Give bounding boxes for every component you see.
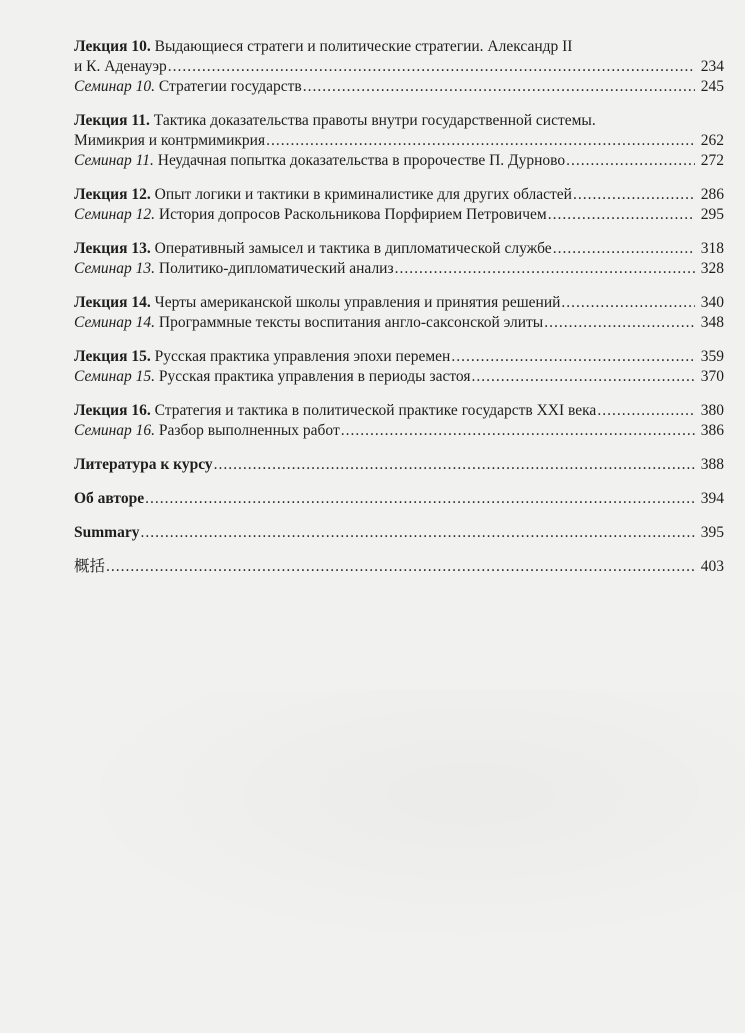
toc-entry-lecture-10 bbox=[74, 37, 724, 77]
seminar-number: Семинар 11. bbox=[74, 152, 154, 169]
dot-leader bbox=[106, 557, 695, 577]
toc-entry-lecture-14 bbox=[74, 293, 724, 313]
seminar-title: Стратегии государств bbox=[158, 78, 302, 95]
lecture-title-cont: Мимикрия и контрмимикрия bbox=[74, 132, 266, 149]
toc-entry-summary bbox=[74, 523, 724, 543]
toc-entry-lecture-12 bbox=[74, 185, 724, 205]
toc-group-12 bbox=[74, 185, 724, 225]
toc-entry-seminar-10 bbox=[74, 77, 724, 97]
page-number: 245 bbox=[700, 78, 724, 95]
page-number: 359 bbox=[700, 348, 724, 365]
seminar-title: Разбор выполненных работ bbox=[158, 422, 340, 439]
dot-leader bbox=[451, 347, 694, 367]
toc-entry-author bbox=[74, 489, 724, 509]
seminar-number: Семинар 10. bbox=[74, 78, 156, 95]
page-number: 394 bbox=[700, 490, 724, 507]
table-of-contents bbox=[74, 37, 724, 591]
seminar-number: Семинар 15. bbox=[74, 368, 156, 385]
toc-group-10 bbox=[74, 37, 724, 97]
seminar-number: Семинар 13. bbox=[74, 260, 156, 277]
dot-leader bbox=[548, 205, 695, 225]
page-number: 340 bbox=[700, 294, 724, 311]
dot-leader bbox=[561, 293, 694, 313]
seminar-title: История допросов Раскольникова Порфирием Петровичем bbox=[158, 206, 547, 223]
dot-leader bbox=[472, 367, 695, 387]
lecture-title: Черты американской школы управления и принятия решений bbox=[154, 294, 561, 311]
page-number: 286 bbox=[700, 186, 724, 203]
lecture-number: Лекция 12. bbox=[74, 186, 151, 203]
toc-group-15 bbox=[74, 347, 724, 387]
dot-leader bbox=[168, 57, 695, 77]
summary-title: Summary bbox=[74, 524, 140, 541]
toc-entry-literature bbox=[74, 455, 724, 475]
toc-entry-lecture-15 bbox=[74, 347, 724, 367]
seminar-title: Политико-дипломатический анализ bbox=[158, 260, 394, 277]
toc-entry-seminar-12 bbox=[74, 205, 724, 225]
lecture-title: Опыт логики и тактики в криминалистике для других областей bbox=[154, 186, 572, 203]
toc-entry-lecture-16 bbox=[74, 401, 724, 421]
lecture-number: Лекция 15. bbox=[74, 348, 151, 365]
dot-leader bbox=[214, 455, 695, 475]
toc-entry-seminar-14 bbox=[74, 313, 724, 333]
page-number: 403 bbox=[700, 558, 724, 575]
page-shadow bbox=[60, 690, 745, 950]
page-number: 386 bbox=[700, 422, 724, 439]
page-number: 328 bbox=[700, 260, 724, 277]
dot-leader bbox=[573, 185, 695, 205]
page-number: 234 bbox=[700, 58, 724, 75]
page-number: 318 bbox=[700, 240, 724, 257]
page-number: 380 bbox=[700, 402, 724, 419]
seminar-number: Семинар 14. bbox=[74, 314, 156, 331]
lecture-title-cont: и К. Аденауэр bbox=[74, 58, 167, 75]
dot-leader bbox=[544, 313, 695, 333]
toc-entry-seminar-15 bbox=[74, 367, 724, 387]
dot-leader bbox=[553, 239, 695, 259]
lecture-number: Лекция 10. bbox=[74, 38, 151, 55]
page-number: 295 bbox=[700, 206, 724, 223]
dot-leader bbox=[145, 489, 695, 509]
dot-leader bbox=[341, 421, 695, 441]
page-number: 370 bbox=[700, 368, 724, 385]
dot-leader bbox=[566, 151, 695, 171]
seminar-title: Русская практика управления в периоды застоя bbox=[158, 368, 471, 385]
literature-title: Литература к курсу bbox=[74, 456, 213, 473]
toc-entry-seminar-11 bbox=[74, 151, 724, 171]
toc-entry-seminar-16 bbox=[74, 421, 724, 441]
page-number: 262 bbox=[700, 132, 724, 149]
seminar-title: Неудачная попытка доказательства в пророчестве П. Дурново bbox=[157, 152, 566, 169]
page-number: 395 bbox=[700, 524, 724, 541]
toc-entry-lecture-13 bbox=[74, 239, 724, 259]
author-title: Об авторе bbox=[74, 490, 145, 507]
dot-leader bbox=[266, 131, 695, 151]
toc-entry-lecture-11 bbox=[74, 111, 724, 151]
seminar-number: Семинар 16. bbox=[74, 422, 156, 439]
seminar-title: Программные тексты воспитания англо-саксонской элиты bbox=[158, 314, 544, 331]
toc-group-14 bbox=[74, 293, 724, 333]
toc-entry-seminar-13 bbox=[74, 259, 724, 279]
toc-group-13 bbox=[74, 239, 724, 279]
page-number: 272 bbox=[700, 152, 724, 169]
toc-entry-summary-chinese bbox=[74, 557, 724, 577]
page-number: 348 bbox=[700, 314, 724, 331]
dot-leader bbox=[597, 401, 694, 421]
dot-leader bbox=[303, 77, 695, 97]
summary-chinese-title: 概括 bbox=[74, 558, 106, 575]
lecture-title: Тактика доказательства правоты внутри государственной системы. bbox=[153, 112, 596, 129]
lecture-number: Лекция 13. bbox=[74, 240, 151, 257]
lecture-title: Русская практика управления эпохи перемен bbox=[154, 348, 451, 365]
dot-leader bbox=[140, 523, 694, 543]
dot-leader bbox=[395, 259, 695, 279]
lecture-title: Стратегия и тактика в политической практике государств XXI века bbox=[154, 402, 597, 419]
toc-group-16 bbox=[74, 401, 724, 441]
lecture-number: Лекция 11. bbox=[74, 112, 150, 129]
page-number: 388 bbox=[700, 456, 724, 473]
lecture-title: Оперативный замысел и тактика в дипломатической службе bbox=[154, 240, 552, 257]
lecture-number: Лекция 16. bbox=[74, 402, 151, 419]
lecture-number: Лекция 14. bbox=[74, 294, 151, 311]
lecture-title: Выдающиеся стратеги и политические стратегии. Александр II bbox=[154, 38, 573, 55]
seminar-number: Семинар 12. bbox=[74, 206, 156, 223]
toc-group-11 bbox=[74, 111, 724, 171]
